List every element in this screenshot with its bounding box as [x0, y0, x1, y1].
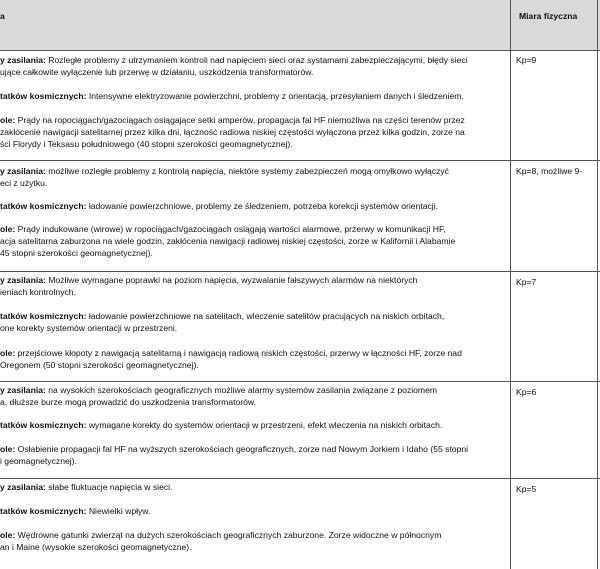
spacecraft-label: tatków kosmicznych:	[0, 91, 87, 101]
other-systems-line: ole: przejściowe kłopoty z nawigacją satelitarną i nawigacją radiową niskich częstości, przerwy w łączności HF, zorze nad	[0, 348, 462, 358]
power-systems-label: y zasilania:	[0, 55, 46, 65]
power-systems-line: eci z użytku.	[0, 178, 48, 188]
effects-cell	[0, 161, 508, 272]
other-systems-line: an i Maine (wysokie szerokości geomagnetyczne).	[0, 542, 192, 552]
spacecraft-line: tatków kosmicznych: Niewielki wpływ.	[0, 506, 151, 516]
spacecraft-label: tatków kosmicznych:	[0, 420, 87, 430]
other-systems-label: ole:	[0, 224, 16, 234]
power-systems-line: ujące całkowite wyłączenie lub przerwę w działaniu, uszkodzenia transformatorów.	[0, 67, 314, 77]
power-systems-line: y zasilania: możliwe rozległe problemy z kontrolą napięcia, niektóre systemy zabezpieczeń mogą omyłkowo wyłączyć	[0, 166, 449, 176]
header-physical-measure: Miara fizyczna	[519, 11, 578, 21]
power-systems-line: y zasilania: Rozległe problemy z utrzymaniem kontroli nad napięciem sieci oraz systamami zabezpieczającymi, błędy sieci	[0, 55, 468, 65]
kp-value: Kp=8, możliwe 9-	[516, 166, 583, 176]
other-systems-line: ści Florydy i Teksasu południowego (40 stopni szerokości geomagnetycznej).	[0, 139, 293, 149]
header-effects: a	[0, 11, 5, 21]
column-divider	[510, 0, 511, 569]
other-systems-line: ole: Prądy na ropociągach/gazociągach osiągające setki amperów, propagacja fal HF niemożliwa na części terenów przez	[0, 115, 465, 125]
power-systems-line: ieniach kontrolnych.	[0, 287, 76, 297]
power-systems-label: y zasilania:	[0, 482, 46, 492]
column-divider	[597, 0, 598, 569]
spacecraft-line: tatków kosmicznych: wymagane korekty do systemów orientacji w przestrzeni, efekt wleczenia na niskich orbitach.	[0, 420, 443, 430]
effects-cell	[0, 382, 508, 479]
other-systems-label: ole:	[0, 530, 16, 540]
effects-cell	[0, 479, 508, 569]
other-systems-line: zakłócenie nawigacji satelitarnej przez kilka dni, łączność radiowa niskiej częstości wyłączona przez kilka godzin, zorze na	[0, 127, 465, 137]
spacecraft-label: tatków kosmicznych:	[0, 506, 87, 516]
power-systems-label: y zasilania:	[0, 275, 46, 285]
other-systems-line: acja satelitarna zaburzona na wiele godzin, zakłócenia nawigacji radiowej niskiej częstości, zorze w Kalifornii i Alabamie	[0, 236, 456, 246]
kp-value: Kp=9	[516, 55, 537, 65]
spacecraft-line: tatków kosmicznych: ładowanie powierzchniowe na satelitach, wleczenie satelitów pracujących na niskich orbitach,	[0, 311, 445, 321]
other-systems-line: i geomagnetycznej).	[0, 456, 77, 466]
power-systems-label: y zasilania:	[0, 166, 46, 176]
power-systems-label: y zasilania:	[0, 385, 46, 395]
other-systems-line: 45 stopni szerokości geomagnetycznej).	[0, 248, 153, 258]
effects-cell	[0, 272, 508, 382]
effects-cell	[0, 50, 508, 161]
power-systems-line: y zasilania: na wysokich szerokościach geograficznych możliwe alarmy systemów zasilania związane z poziomem	[0, 385, 438, 395]
other-systems-label: ole:	[0, 348, 16, 358]
power-systems-line: a, dłuższe burze mogą prowadzić do uszkodzenia transformatorów.	[0, 397, 257, 407]
spacecraft-line: tatków kosmicznych: ładowanie powierzchniowe, problemy ze śledzeniem, potrzeba korekcji systemów orientacji.	[0, 201, 438, 211]
other-systems-line: ole: Osłabienie propagacji fal HF na wyższych szerokościach geograficznych, zorze nad Nowym Jorkiem i Idaho (55 stopni	[0, 444, 469, 454]
spacecraft-line: one korekty systemów orientacji w przestrzeni.	[0, 323, 178, 333]
other-systems-line: ole: Prądy indukowane (wirowe) w ropociągach/gazociągach osiągają wartości alarmowe, przerwy w komunikacji HF,	[0, 224, 446, 234]
spacecraft-line: tatków kosmicznych: Intensywne elektryzowanie powierzchni, problemy z orientacją, przesyłaniem danych i śledzeniem.	[0, 91, 464, 101]
power-systems-line: y zasilania: słabe fluktuacje napięcia w sieci.	[0, 482, 173, 492]
power-systems-line: y zasilania: Możliwe wymagane poprawki na poziom napięcia, wyzwalanie fałszywych alarmów na niektórych	[0, 275, 418, 285]
kp-value: Kp=7	[516, 277, 537, 287]
other-systems-line: Oregonem (50 stopni szerokości geomagnetycznej).	[0, 360, 199, 370]
other-systems-line: ole: Wędrowne gatunki zwierząt na dużych szerokościach geograficznych zaburzone. Zorze widoczne w północnym	[0, 530, 442, 540]
kp-value: Kp=5	[516, 484, 537, 494]
other-systems-label: ole:	[0, 444, 16, 454]
kp-value: Kp=6	[516, 387, 537, 397]
spacecraft-label: tatków kosmicznych:	[0, 311, 87, 321]
other-systems-label: ole:	[0, 115, 16, 125]
spacecraft-label: tatków kosmicznych:	[0, 201, 87, 211]
